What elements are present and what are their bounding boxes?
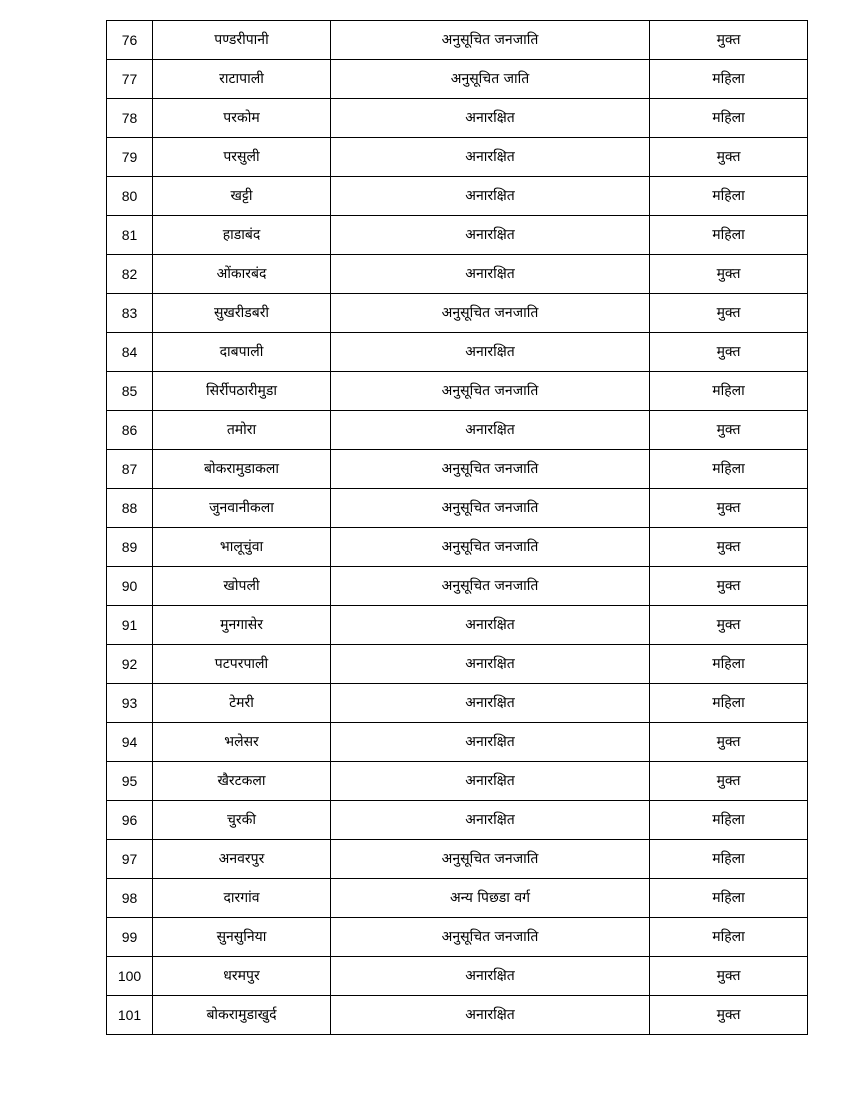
reservation-category-cell: अनारक्षित — [331, 177, 650, 216]
reservation-category-cell: अनुसूचित जनजाति — [331, 294, 650, 333]
village-name-cell: ओंकारबंद — [153, 255, 331, 294]
serial-number-cell: 100 — [107, 957, 153, 996]
reservation-type-cell: महिला — [650, 840, 808, 879]
table-row — [107, 840, 808, 879]
serial-number-cell: 98 — [107, 879, 153, 918]
serial-number-cell: 94 — [107, 723, 153, 762]
serial-number-cell: 85 — [107, 372, 153, 411]
reservation-category-cell: अनुसूचित जनजाति — [331, 21, 650, 60]
reservation-category-cell: अनुसूचित जनजाति — [331, 372, 650, 411]
reservation-type-cell: मुक्त — [650, 528, 808, 567]
reservation-type-cell: मुक्त — [650, 333, 808, 372]
reservation-type-cell: मुक्त — [650, 957, 808, 996]
reservation-category-cell: अनारक्षित — [331, 255, 650, 294]
reservation-category-cell: अनारक्षित — [331, 957, 650, 996]
serial-number-cell: 84 — [107, 333, 153, 372]
serial-number-cell: 83 — [107, 294, 153, 333]
reservation-category-cell: अनुसूचित जनजाति — [331, 489, 650, 528]
reservation-category-cell: अनुसूचित जनजाति — [331, 567, 650, 606]
serial-number-cell: 79 — [107, 138, 153, 177]
reservation-category-cell: अनारक्षित — [331, 996, 650, 1035]
serial-number-cell: 76 — [107, 21, 153, 60]
reservation-type-cell: मुक्त — [650, 138, 808, 177]
reservation-category-cell: अनुसूचित जनजाति — [331, 918, 650, 957]
serial-number-cell: 78 — [107, 99, 153, 138]
table-row — [107, 333, 808, 372]
village-name-cell: मुनगासेर — [153, 606, 331, 645]
reservation-category-cell: अन्य पिछडा वर्ग — [331, 879, 650, 918]
reservation-category-cell: अनारक्षित — [331, 723, 650, 762]
table-row — [107, 138, 808, 177]
village-name-cell: खट्टी — [153, 177, 331, 216]
table-row — [107, 879, 808, 918]
village-name-cell: खोपली — [153, 567, 331, 606]
village-name-cell: भालूचुंवा — [153, 528, 331, 567]
reservation-table — [106, 20, 808, 1035]
reservation-type-cell: मुक्त — [650, 21, 808, 60]
serial-number-cell: 97 — [107, 840, 153, 879]
village-name-cell: परकोम — [153, 99, 331, 138]
table-row — [107, 294, 808, 333]
table-row — [107, 489, 808, 528]
village-name-cell: तमोरा — [153, 411, 331, 450]
reservation-category-cell: अनारक्षित — [331, 216, 650, 255]
village-name-cell: सुनसुनिया — [153, 918, 331, 957]
serial-number-cell: 77 — [107, 60, 153, 99]
serial-number-cell: 86 — [107, 411, 153, 450]
reservation-type-cell: मुक्त — [650, 294, 808, 333]
reservation-category-cell: अनारक्षित — [331, 99, 650, 138]
reservation-type-cell: महिला — [650, 645, 808, 684]
village-name-cell: खैरटकला — [153, 762, 331, 801]
table-row — [107, 372, 808, 411]
serial-number-cell: 88 — [107, 489, 153, 528]
serial-number-cell: 101 — [107, 996, 153, 1035]
table-row — [107, 216, 808, 255]
serial-number-cell: 82 — [107, 255, 153, 294]
reservation-type-cell: मुक्त — [650, 723, 808, 762]
serial-number-cell: 87 — [107, 450, 153, 489]
village-name-cell: चुरकी — [153, 801, 331, 840]
serial-number-cell: 80 — [107, 177, 153, 216]
table-row — [107, 801, 808, 840]
serial-number-cell: 95 — [107, 762, 153, 801]
serial-number-cell: 81 — [107, 216, 153, 255]
table-row — [107, 957, 808, 996]
reservation-category-cell: अनुसूचित जनजाति — [331, 528, 650, 567]
reservation-type-cell: मुक्त — [650, 762, 808, 801]
serial-number-cell: 89 — [107, 528, 153, 567]
table-row — [107, 528, 808, 567]
reservation-type-cell: महिला — [650, 99, 808, 138]
reservation-category-cell: अनारक्षित — [331, 801, 650, 840]
serial-number-cell: 99 — [107, 918, 153, 957]
reservation-category-cell: अनुसूचित जाति — [331, 60, 650, 99]
reservation-category-cell: अनारक्षित — [331, 333, 650, 372]
table-row — [107, 918, 808, 957]
table-body — [107, 21, 808, 1035]
reservation-category-cell: अनारक्षित — [331, 138, 650, 177]
reservation-type-cell: महिला — [650, 60, 808, 99]
table-row — [107, 645, 808, 684]
reservation-category-cell: अनुसूचित जनजाति — [331, 450, 650, 489]
table-row — [107, 411, 808, 450]
serial-number-cell: 92 — [107, 645, 153, 684]
reservation-category-cell: अनारक्षित — [331, 606, 650, 645]
village-name-cell: परसुली — [153, 138, 331, 177]
reservation-type-cell: मुक्त — [650, 411, 808, 450]
reservation-category-cell: अनुसूचित जनजाति — [331, 840, 650, 879]
serial-number-cell: 93 — [107, 684, 153, 723]
reservation-type-cell: मुक्त — [650, 567, 808, 606]
village-name-cell: जुनवानीकला — [153, 489, 331, 528]
village-name-cell: अनवरपुर — [153, 840, 331, 879]
reservation-type-cell: मुक्त — [650, 606, 808, 645]
reservation-category-cell: अनारक्षित — [331, 411, 650, 450]
table-row — [107, 99, 808, 138]
reservation-type-cell: महिला — [650, 918, 808, 957]
table-row — [107, 177, 808, 216]
reservation-type-cell: महिला — [650, 450, 808, 489]
village-name-cell: दाबपाली — [153, 333, 331, 372]
reservation-type-cell: महिला — [650, 177, 808, 216]
village-name-cell: बोकरामुडाखुर्द — [153, 996, 331, 1035]
reservation-type-cell: महिला — [650, 216, 808, 255]
village-name-cell: दारगांव — [153, 879, 331, 918]
village-name-cell: पटपरपाली — [153, 645, 331, 684]
reservation-type-cell: महिला — [650, 372, 808, 411]
table-row — [107, 60, 808, 99]
table-row — [107, 21, 808, 60]
village-name-cell: हाडाबंद — [153, 216, 331, 255]
table-row — [107, 255, 808, 294]
table-row — [107, 762, 808, 801]
village-name-cell: धरमपुर — [153, 957, 331, 996]
serial-number-cell: 96 — [107, 801, 153, 840]
table-row — [107, 606, 808, 645]
reservation-type-cell: मुक्त — [650, 996, 808, 1035]
village-name-cell: भलेसर — [153, 723, 331, 762]
village-name-cell: सिर्रीपठारीमुडा — [153, 372, 331, 411]
table-row — [107, 996, 808, 1035]
serial-number-cell: 90 — [107, 567, 153, 606]
reservation-type-cell: मुक्त — [650, 255, 808, 294]
table-row — [107, 723, 808, 762]
serial-number-cell: 91 — [107, 606, 153, 645]
reservation-category-cell: अनारक्षित — [331, 645, 650, 684]
table-row — [107, 684, 808, 723]
reservation-type-cell: महिला — [650, 684, 808, 723]
reservation-category-cell: अनारक्षित — [331, 684, 650, 723]
village-name-cell: पण्डरीपानी — [153, 21, 331, 60]
village-name-cell: राटापाली — [153, 60, 331, 99]
reservation-type-cell: महिला — [650, 879, 808, 918]
table-row — [107, 567, 808, 606]
village-name-cell: सुखरीडबरी — [153, 294, 331, 333]
reservation-category-cell: अनारक्षित — [331, 762, 650, 801]
village-name-cell: बोकरामुडाकला — [153, 450, 331, 489]
reservation-type-cell: मुक्त — [650, 489, 808, 528]
reservation-type-cell: महिला — [650, 801, 808, 840]
table-row — [107, 450, 808, 489]
village-name-cell: टेमरी — [153, 684, 331, 723]
